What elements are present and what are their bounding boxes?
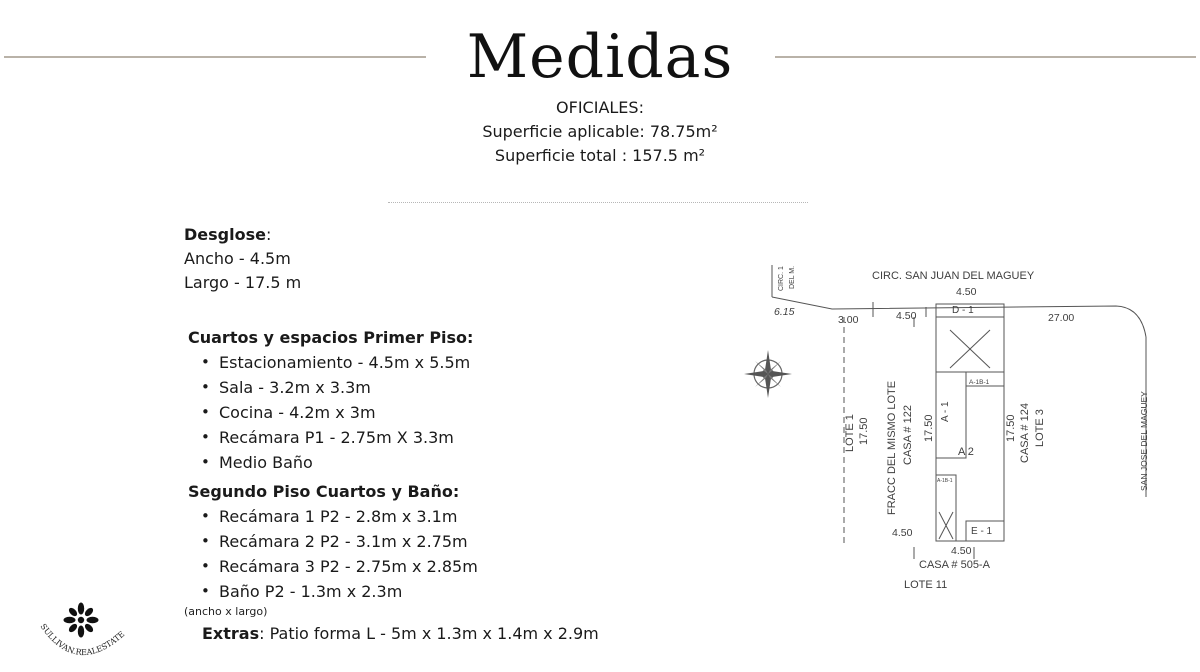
oficiales-heading: OFICIALES: (556, 98, 644, 117)
dim-2700: 27.00 (1048, 312, 1075, 324)
dimension-note: (ancho x largo) (184, 605, 268, 618)
d1-label: D - 1 (952, 305, 974, 316)
segundo-piso-list (188, 504, 478, 604)
dotted-divider (388, 202, 808, 203)
dim-450: 4.50 (896, 310, 917, 322)
casa124-label: CASA # 124 (1019, 403, 1031, 463)
desglose-colon: : (265, 225, 272, 244)
compass-icon (744, 350, 792, 398)
dim-300: 3.00 (838, 314, 859, 326)
a2-label: A 2 (958, 446, 974, 458)
desglose-heading: Desglose (184, 225, 266, 244)
list-item: • Baño P2 - 1.3m x 2.3m (188, 579, 478, 604)
desglose-largo: Largo - 17.5 m (184, 273, 302, 292)
lote1-dim: 17.50 (858, 417, 870, 445)
lote3-label: LOTE 3 (1034, 409, 1046, 447)
lote11-label: LOTE 11 (904, 579, 948, 591)
extras-label: Extras (202, 624, 260, 643)
list-item: • Estacionamiento - 4.5m x 5.5m (188, 350, 473, 375)
list-item: • Recámara 2 P2 - 3.1m x 2.75m (188, 529, 478, 554)
dim-top: 4.50 (956, 286, 977, 298)
right-dim: 17.50 (1005, 414, 1017, 442)
bottom-dim-b: 4.50 (951, 545, 972, 557)
list-item: • Recámara P1 - 2.75m X 3.3m (188, 425, 473, 450)
e1-label: E - 1 (971, 526, 993, 537)
sullivan-logo (34, 596, 144, 668)
lote1-label: LOTE 1 (844, 414, 856, 452)
flower-icon (64, 603, 99, 638)
a1-label: A - 1 (940, 401, 951, 422)
casa122-label: CASA # 122 (902, 405, 914, 465)
list-item: • Recámara 1 P2 - 2.8m x 3.1m (188, 504, 478, 529)
primer-piso-section (188, 325, 473, 475)
list-item: • Medio Baño (188, 450, 473, 475)
left-dim: 17.50 (923, 414, 935, 442)
street-top-label: CIRC. SAN JUAN DEL MAGUEY (872, 270, 1035, 282)
list-item: • Recámara 3 P2 - 2.75m x 2.85m (188, 554, 478, 579)
desglose-ancho: Ancho - 4.5m (184, 249, 291, 268)
street-corner-label-1: CIRC. 1 (778, 266, 785, 291)
segundo-piso-heading: Segundo Piso Cuartos y Baño: (188, 482, 460, 501)
lot-plan-diagram (736, 247, 1196, 592)
fracc-label: FRACC DEL MISMO LOTE (886, 380, 898, 515)
list-item: • Cocina - 4.2m x 3m (188, 400, 473, 425)
list-item: • Sala - 3.2m x 3.3m (188, 375, 473, 400)
dim-615: 6.15 (774, 306, 795, 318)
page-title: Medidas (466, 22, 734, 92)
primer-piso-list (188, 350, 473, 475)
street-right-label: SAN JOSE DEL MAGUEY (1139, 391, 1149, 491)
primer-piso-heading: Cuartos y espacios Primer Piso: (188, 328, 474, 347)
superficie-aplicable: Superficie aplicable: 78.75m² (482, 122, 718, 141)
bottom-dim-a: 4.50 (892, 527, 913, 539)
logo-text: SULLIVAN.REALESTATE (38, 622, 127, 658)
extras-value: : Patio forma L - 5m x 1.3m x 1.4m x 2.9m (259, 624, 599, 643)
street-corner-label-2: DEL M. (789, 265, 796, 289)
segundo-piso-section (188, 479, 478, 604)
extras-line (202, 622, 599, 646)
casa505-label: CASA # 505-A (919, 559, 990, 571)
a1b1-label: A-1B-1 (969, 379, 990, 386)
superficie-total: Superficie total : 157.5 m² (494, 146, 706, 165)
desglose-block (184, 223, 301, 295)
small-box-label: A-1B-1 (937, 478, 953, 484)
